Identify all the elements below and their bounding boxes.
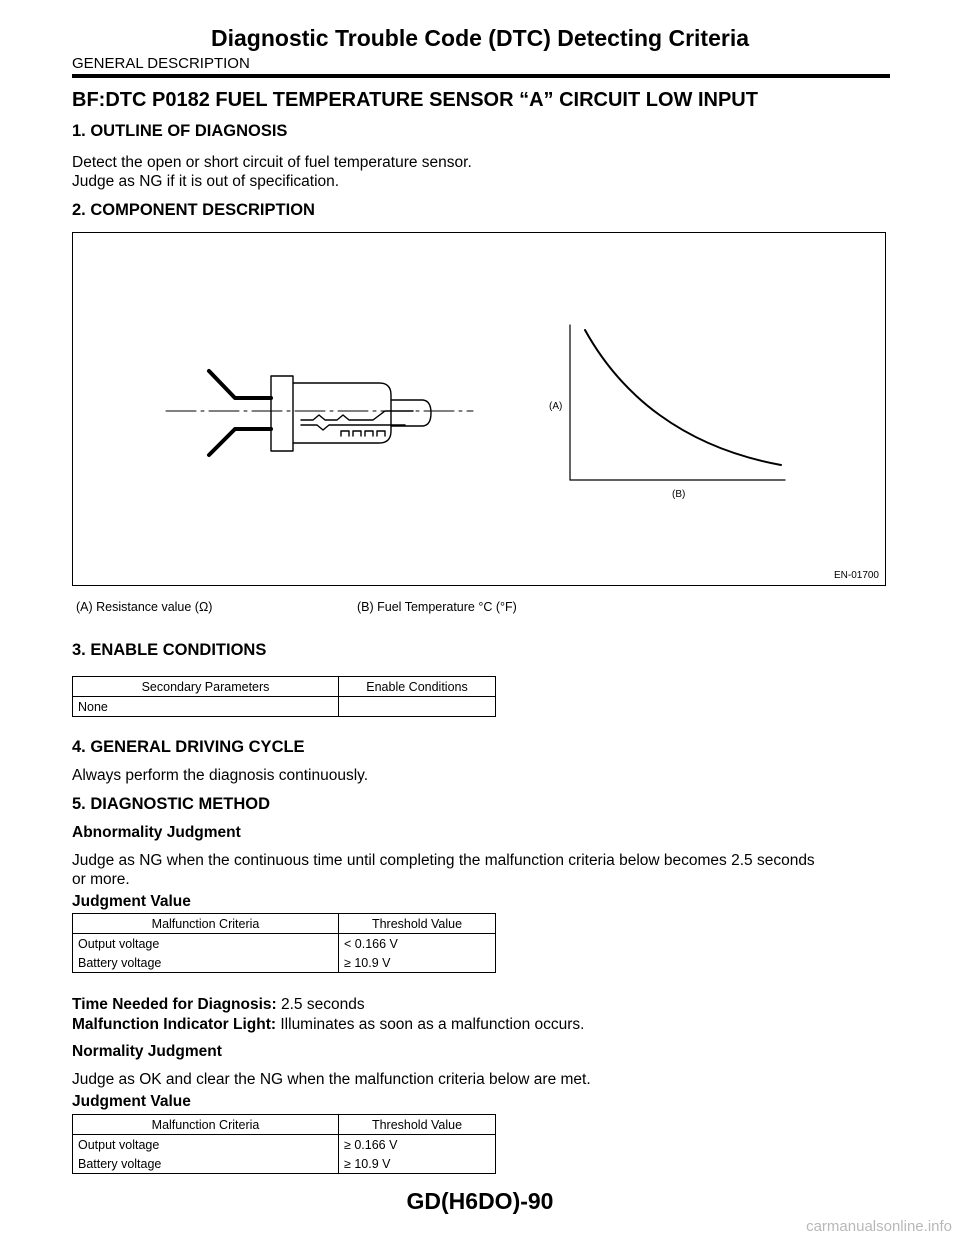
page-header-title: Diagnostic Trouble Code (DTC) Detecting Criteria <box>211 25 749 51</box>
time-needed-value: 2.5 seconds <box>276 996 365 1013</box>
cycle-heading: 4. GENERAL DRIVING CYCLE <box>72 738 305 756</box>
figure-code: EN-01700 <box>833 570 879 581</box>
enable-heading: 3. ENABLE CONDITIONS <box>72 641 267 659</box>
judgment-value-heading-1: Judgment Value <box>72 893 191 910</box>
page-code: GD(H6DO)-90 <box>406 1188 554 1214</box>
table-cell: Output voltage <box>73 1135 339 1155</box>
table-header: Threshold Value <box>339 914 496 934</box>
cycle-text: Always perform the diagnosis continuously. <box>72 767 369 784</box>
outline-heading: 1. OUTLINE OF DIAGNOSIS <box>72 122 288 140</box>
section-name: GENERAL DESCRIPTION <box>72 55 250 72</box>
table-cell <box>339 697 496 717</box>
mil-label: Malfunction Indicator Light: <box>72 1016 277 1033</box>
time-needed-line <box>72 995 365 1014</box>
table-cell: Battery voltage <box>73 1154 339 1174</box>
header-divider <box>72 74 890 78</box>
time-needed-label: Time Needed for Diagnosis: <box>72 996 277 1013</box>
dtc-title: BF:DTC P0182 FUEL TEMPERATURE SENSOR “A” CIRCUIT LOW INPUT <box>72 89 758 111</box>
enable-conditions-table <box>72 676 496 717</box>
outline-line-1: Detect the open or short circuit of fuel temperature sensor. <box>72 154 472 171</box>
normality-heading: Normality Judgment <box>72 1043 222 1060</box>
normality-judgment-table <box>72 1114 496 1174</box>
graph-label-b: (B) <box>672 489 686 500</box>
mil-line <box>72 1015 585 1034</box>
legend-a: (A) Resistance value (Ω) <box>76 600 213 614</box>
table-cell: ≥ 10.9 V <box>339 953 496 973</box>
judgment-value-heading-2: Judgment Value <box>72 1093 191 1110</box>
outline-line-2: Judge as NG if it is out of specification. <box>72 173 340 190</box>
abnormality-text-1: Judge as NG when the continuous time until completing the malfunction criteria below becomes 2.5 seconds <box>72 852 815 869</box>
normality-text: Judge as OK and clear the NG when the malfunction criteria below are met. <box>72 1071 591 1088</box>
table-header: Threshold Value <box>339 1115 496 1135</box>
table-header: Secondary Parameters <box>73 677 339 697</box>
sensor-figure <box>72 232 886 586</box>
table-header: Malfunction Criteria <box>73 1115 339 1135</box>
abnormality-text-2: or more. <box>72 871 130 888</box>
legend-b: (B) Fuel Temperature °C (°F) <box>357 600 517 614</box>
table-cell: ≥ 0.166 V <box>339 1135 496 1155</box>
table-cell: ≥ 10.9 V <box>339 1154 496 1174</box>
table-cell: Output voltage <box>73 934 339 954</box>
abnormality-judgment-table <box>72 913 496 973</box>
table-header: Malfunction Criteria <box>73 914 339 934</box>
abnormality-heading: Abnormality Judgment <box>72 824 241 841</box>
sensor-diagram <box>73 233 885 585</box>
method-heading: 5. DIAGNOSTIC METHOD <box>72 795 271 813</box>
table-cell: None <box>73 697 339 717</box>
table-cell: < 0.166 V <box>339 934 496 954</box>
mil-value: Illuminates as soon as a malfunction occurs. <box>276 1016 585 1033</box>
table-header: Enable Conditions <box>339 677 496 697</box>
watermark: carmanualsonline.info <box>806 1218 952 1235</box>
component-heading: 2. COMPONENT DESCRIPTION <box>72 201 315 219</box>
graph-label-a: (A) <box>549 401 563 412</box>
table-cell: Battery voltage <box>73 953 339 973</box>
